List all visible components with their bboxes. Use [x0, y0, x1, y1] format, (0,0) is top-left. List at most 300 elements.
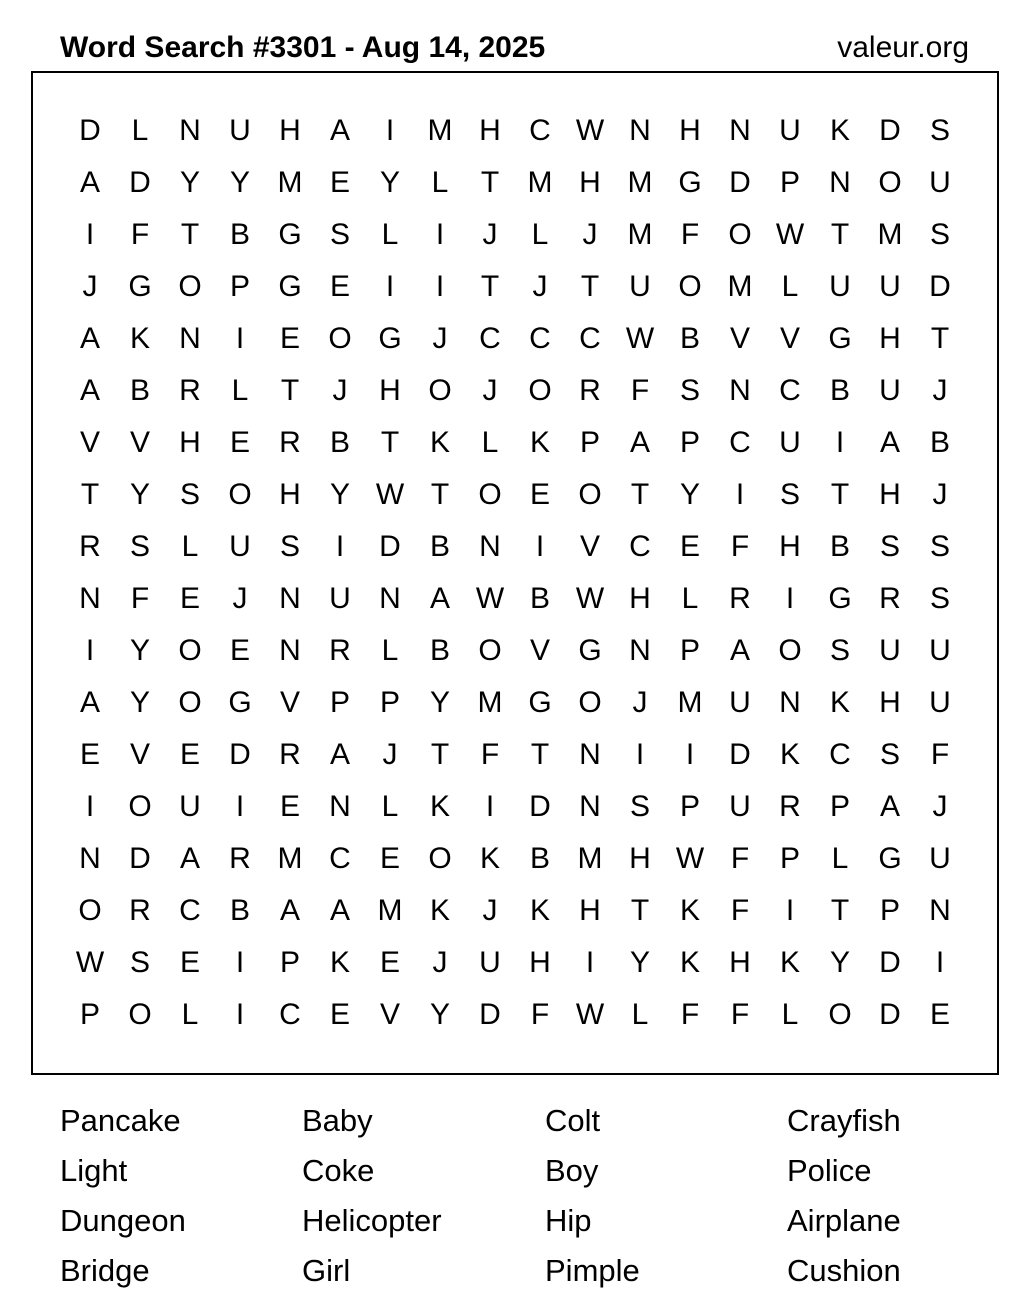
grid-letter: D — [129, 166, 151, 199]
grid-letter: L — [181, 530, 199, 563]
grid-letter: S — [879, 738, 900, 771]
grid-letter: K — [779, 946, 800, 979]
grid-letter: Y — [229, 166, 250, 199]
grid-letter: P — [229, 270, 250, 303]
grid-letter: W — [775, 218, 805, 251]
grid-letter: M — [627, 218, 653, 251]
puzzle-grid-frame — [31, 71, 999, 1075]
grid-letter: F — [730, 894, 750, 927]
grid-letter: N — [279, 634, 301, 667]
grid-letter: M — [477, 686, 503, 719]
grid-letter: R — [229, 842, 251, 875]
grid-letter: K — [129, 322, 150, 355]
grid-letter: S — [179, 478, 200, 511]
grid-letter: K — [679, 946, 700, 979]
grid-letter: O — [578, 686, 602, 719]
grid-letter: V — [129, 738, 150, 771]
grid-letter: B — [929, 426, 950, 459]
grid-letter: A — [329, 738, 350, 771]
grid-letter: J — [932, 478, 948, 511]
grid-letter: L — [531, 218, 549, 251]
grid-letter: D — [229, 738, 251, 771]
grid-letter: T — [430, 478, 450, 511]
word-list-item: Police — [787, 1153, 872, 1188]
grid-letter: N — [929, 894, 951, 927]
grid-letter: T — [380, 426, 400, 459]
grid-letter: M — [277, 166, 303, 199]
grid-letter: E — [329, 166, 350, 199]
grid-letter: T — [580, 270, 600, 303]
grid-letter: G — [878, 842, 902, 875]
grid-letter: P — [279, 946, 300, 979]
grid-letter: T — [630, 894, 650, 927]
grid-letter: J — [382, 738, 398, 771]
grid-letter: D — [729, 738, 751, 771]
grid-letter: I — [385, 270, 395, 303]
grid-letter: I — [635, 738, 645, 771]
grid-letter: L — [381, 790, 399, 823]
grid-letter: O — [528, 374, 552, 407]
grid-letter: M — [577, 842, 603, 875]
grid-letter: T — [430, 738, 450, 771]
grid-letter: S — [929, 218, 950, 251]
grid-letter: R — [79, 530, 101, 563]
grid-letter: V — [529, 634, 550, 667]
grid-letter: P — [829, 790, 850, 823]
grid-letter: P — [79, 998, 100, 1031]
grid-letter: P — [879, 894, 900, 927]
grid-letter: G — [828, 322, 852, 355]
grid-letter: W — [575, 114, 605, 147]
grid-letter: Y — [179, 166, 200, 199]
grid-letter: R — [279, 738, 301, 771]
grid-letter: U — [179, 790, 201, 823]
grid-letter: J — [632, 686, 648, 719]
grid-letter: H — [579, 894, 601, 927]
grid-letter: B — [529, 842, 550, 875]
grid-letter: D — [79, 114, 101, 147]
grid-letter: C — [829, 738, 851, 771]
grid-letter: U — [929, 842, 951, 875]
grid-letter: L — [781, 270, 799, 303]
grid-letter: U — [479, 946, 501, 979]
grid-letter: N — [779, 686, 801, 719]
grid-letter: G — [678, 166, 702, 199]
grid-letter: D — [929, 270, 951, 303]
grid-letter: N — [729, 114, 751, 147]
grid-letter: I — [485, 790, 495, 823]
grid-letter: F — [480, 738, 500, 771]
grid-letter: U — [879, 374, 901, 407]
grid-letter: N — [579, 790, 601, 823]
grid-letter: P — [679, 790, 700, 823]
grid-letter: Y — [629, 946, 650, 979]
grid-letter: H — [279, 114, 301, 147]
grid-letter: E — [379, 946, 400, 979]
grid-letter: V — [379, 998, 400, 1031]
grid-letter: B — [429, 634, 450, 667]
grid-letter: G — [278, 270, 302, 303]
grid-letter: I — [85, 218, 95, 251]
grid-letter: S — [929, 114, 950, 147]
grid-letter: W — [575, 998, 605, 1031]
grid-letter: L — [431, 166, 449, 199]
word-list-item: Cushion — [787, 1253, 901, 1288]
grid-letter: T — [830, 894, 850, 927]
grid-letter: O — [328, 322, 352, 355]
grid-letter: S — [329, 218, 350, 251]
grid-letter: J — [482, 374, 498, 407]
grid-letter: J — [232, 582, 248, 615]
grid-letter: I — [735, 478, 745, 511]
grid-letter: V — [129, 426, 150, 459]
grid-letter: T — [930, 322, 950, 355]
grid-letter: E — [279, 322, 300, 355]
grid-letter: S — [829, 634, 850, 667]
grid-letter: W — [475, 582, 505, 615]
grid-letter: R — [579, 374, 601, 407]
grid-letter: B — [429, 530, 450, 563]
grid-letter: A — [329, 894, 350, 927]
grid-letter: K — [529, 426, 550, 459]
grid-letter: D — [529, 790, 551, 823]
grid-letter: I — [335, 530, 345, 563]
grid-letter: F — [930, 738, 950, 771]
grid-letter: V — [79, 426, 100, 459]
grid-letter: I — [785, 582, 795, 615]
grid-letter: L — [781, 998, 799, 1031]
grid-letter: W — [625, 322, 655, 355]
grid-letter: O — [428, 374, 452, 407]
grid-letter: U — [929, 166, 951, 199]
grid-letter: E — [179, 946, 200, 979]
grid-letter: T — [480, 166, 500, 199]
grid-letter: I — [385, 114, 395, 147]
grid-letter: G — [278, 218, 302, 251]
grid-letter: E — [79, 738, 100, 771]
grid-letter: K — [529, 894, 550, 927]
grid-letter: S — [929, 530, 950, 563]
word-list-item: Airplane — [787, 1203, 901, 1238]
grid-letter: R — [279, 426, 301, 459]
grid-letter: W — [575, 582, 605, 615]
grid-letter: M — [877, 218, 903, 251]
grid-letter: D — [729, 166, 751, 199]
grid-letter: S — [129, 946, 150, 979]
grid-letter: U — [729, 686, 751, 719]
grid-letter: S — [629, 790, 650, 823]
grid-letter: L — [231, 374, 249, 407]
grid-letter: U — [929, 634, 951, 667]
grid-letter: J — [332, 374, 348, 407]
word-list-item: Helicopter — [302, 1203, 442, 1238]
grid-letter: H — [179, 426, 201, 459]
site-name: valeur.org — [837, 31, 969, 64]
grid-letter: C — [179, 894, 201, 927]
grid-letter: U — [879, 634, 901, 667]
grid-letter: E — [379, 842, 400, 875]
grid-letter: J — [932, 374, 948, 407]
grid-letter: N — [279, 582, 301, 615]
grid-letter: A — [429, 582, 450, 615]
grid-letter: T — [180, 218, 200, 251]
grid-letter: I — [435, 218, 445, 251]
grid-letter: Y — [329, 478, 350, 511]
grid-letter: E — [179, 582, 200, 615]
grid-letter: L — [381, 634, 399, 667]
grid-letter: Y — [679, 478, 700, 511]
grid-letter: V — [729, 322, 750, 355]
grid-letter: U — [929, 686, 951, 719]
grid-letter: T — [830, 478, 850, 511]
grid-letter: O — [128, 998, 152, 1031]
grid-letter: A — [179, 842, 200, 875]
grid-letter: O — [728, 218, 752, 251]
grid-letter: R — [879, 582, 901, 615]
grid-letter: S — [879, 530, 900, 563]
grid-letter: T — [830, 218, 850, 251]
grid-letter: H — [679, 114, 701, 147]
grid-letter: H — [279, 478, 301, 511]
grid-letter: D — [879, 114, 901, 147]
grid-letter: P — [379, 686, 400, 719]
grid-letter: O — [828, 998, 852, 1031]
grid-letter: P — [329, 686, 350, 719]
grid-letter: N — [479, 530, 501, 563]
grid-letter: A — [79, 686, 100, 719]
grid-letter: U — [229, 114, 251, 147]
grid-letter: T — [630, 478, 650, 511]
grid-letter: K — [329, 946, 350, 979]
grid-letter: H — [729, 946, 751, 979]
word-list-item: Baby — [302, 1103, 373, 1138]
grid-letter: H — [579, 166, 601, 199]
grid-letter: V — [579, 530, 600, 563]
grid-letter: M — [677, 686, 703, 719]
grid-letter: E — [329, 998, 350, 1031]
grid-letter: N — [729, 374, 751, 407]
grid-letter: O — [678, 270, 702, 303]
grid-letter: N — [579, 738, 601, 771]
word-list-item: Colt — [545, 1103, 601, 1138]
grid-letter: M — [427, 114, 453, 147]
grid-letter: O — [178, 270, 202, 303]
grid-letter: N — [829, 166, 851, 199]
grid-letter: I — [535, 530, 545, 563]
grid-letter: W — [675, 842, 705, 875]
grid-letter: U — [879, 270, 901, 303]
grid-letter: E — [229, 426, 250, 459]
grid-letter: F — [730, 530, 750, 563]
grid-letter: N — [379, 582, 401, 615]
grid-letter: C — [479, 322, 501, 355]
grid-letter: E — [329, 270, 350, 303]
grid-letter: K — [829, 686, 850, 719]
grid-letter: G — [378, 322, 402, 355]
grid-letter: A — [279, 894, 300, 927]
grid-letter: O — [178, 686, 202, 719]
grid-letter: H — [879, 322, 901, 355]
grid-letter: G — [228, 686, 252, 719]
grid-letter: H — [379, 374, 401, 407]
grid-letter: D — [379, 530, 401, 563]
grid-letter: B — [229, 894, 250, 927]
grid-letter: I — [835, 426, 845, 459]
grid-letter: C — [779, 374, 801, 407]
grid-letter: I — [585, 946, 595, 979]
grid-letter: I — [935, 946, 945, 979]
grid-letter: B — [829, 530, 850, 563]
grid-letter: I — [235, 946, 245, 979]
grid-letter: R — [179, 374, 201, 407]
grid-letter: N — [79, 582, 101, 615]
grid-letter: Y — [429, 998, 450, 1031]
word-list-item: Pancake — [60, 1103, 181, 1138]
grid-letter: F — [680, 998, 700, 1031]
grid-letter: K — [479, 842, 500, 875]
grid-letter: J — [482, 894, 498, 927]
grid-letter: B — [529, 582, 550, 615]
grid-letter: N — [79, 842, 101, 875]
grid-letter: A — [879, 426, 900, 459]
grid-letter: H — [629, 582, 651, 615]
grid-letter: B — [329, 426, 350, 459]
grid-letter: S — [129, 530, 150, 563]
grid-letter: A — [79, 322, 100, 355]
grid-letter: N — [629, 634, 651, 667]
grid-letter: Y — [829, 946, 850, 979]
grid-letter: J — [432, 322, 448, 355]
grid-letter: J — [482, 218, 498, 251]
grid-letter: E — [229, 634, 250, 667]
grid-letter: H — [529, 946, 551, 979]
grid-letter: D — [879, 998, 901, 1031]
grid-letter: M — [627, 166, 653, 199]
grid-letter: U — [779, 114, 801, 147]
grid-letter: F — [530, 998, 550, 1031]
grid-letter: F — [130, 218, 150, 251]
grid-letter: O — [128, 790, 152, 823]
grid-letter: N — [629, 114, 651, 147]
grid-letter: F — [630, 374, 650, 407]
grid-letter: O — [778, 634, 802, 667]
grid-letter: I — [685, 738, 695, 771]
grid-letter: Y — [429, 686, 450, 719]
grid-letter: B — [829, 374, 850, 407]
grid-letter: M — [277, 842, 303, 875]
grid-letter: J — [932, 790, 948, 823]
grid-letter: R — [129, 894, 151, 927]
grid-letter: O — [478, 634, 502, 667]
grid-letter: S — [779, 478, 800, 511]
grid-letter: O — [478, 478, 502, 511]
grid-letter: J — [432, 946, 448, 979]
puzzle-title: Word Search #3301 - Aug 14, 2025 — [60, 31, 546, 64]
grid-letter: I — [785, 894, 795, 927]
grid-letter: C — [629, 530, 651, 563]
grid-letter: G — [128, 270, 152, 303]
grid-letter: K — [429, 426, 450, 459]
grid-letter: L — [131, 114, 149, 147]
grid-letter: H — [629, 842, 651, 875]
grid-letter: F — [130, 582, 150, 615]
grid-letter: S — [279, 530, 300, 563]
grid-letter: B — [129, 374, 150, 407]
grid-letter: T — [80, 478, 100, 511]
grid-letter: U — [229, 530, 251, 563]
grid-letter: Y — [379, 166, 400, 199]
word-list-item: Coke — [302, 1153, 375, 1188]
grid-letter: E — [929, 998, 950, 1031]
grid-letter: D — [129, 842, 151, 875]
grid-letter: T — [280, 374, 300, 407]
word-list-item: Boy — [545, 1153, 599, 1188]
grid-letter: Y — [129, 478, 150, 511]
grid-letter: S — [929, 582, 950, 615]
grid-letter: A — [79, 374, 100, 407]
grid-letter: P — [679, 426, 700, 459]
word-list — [60, 1096, 1030, 1296]
grid-letter: U — [779, 426, 801, 459]
grid-letter: P — [779, 842, 800, 875]
grid-letter: I — [235, 998, 245, 1031]
grid-letter: C — [329, 842, 351, 875]
letter-grid — [65, 105, 965, 1041]
grid-letter: H — [779, 530, 801, 563]
word-list-item: Hip — [545, 1203, 592, 1238]
grid-letter: K — [679, 894, 700, 927]
grid-letter: N — [329, 790, 351, 823]
grid-letter: C — [279, 998, 301, 1031]
word-list-item: Pimple — [545, 1253, 640, 1288]
grid-letter: H — [879, 686, 901, 719]
word-list-item: Girl — [302, 1253, 351, 1288]
word-list-item: Crayfish — [787, 1103, 901, 1138]
grid-letter: L — [381, 218, 399, 251]
grid-letter: S — [679, 374, 700, 407]
grid-letter: U — [829, 270, 851, 303]
grid-letter: U — [629, 270, 651, 303]
word-list-item: Dungeon — [60, 1203, 186, 1238]
grid-letter: I — [235, 322, 245, 355]
grid-letter: A — [729, 634, 750, 667]
grid-letter: J — [582, 218, 598, 251]
grid-letter: F — [730, 842, 750, 875]
grid-letter: I — [435, 270, 445, 303]
grid-letter: L — [481, 426, 499, 459]
grid-letter: I — [235, 790, 245, 823]
grid-letter: F — [730, 998, 750, 1031]
grid-letter: B — [679, 322, 700, 355]
grid-letter: Y — [129, 634, 150, 667]
grid-letter: E — [279, 790, 300, 823]
grid-letter: L — [831, 842, 849, 875]
grid-letter: K — [429, 790, 450, 823]
grid-letter: O — [428, 842, 452, 875]
grid-letter: N — [179, 322, 201, 355]
grid-letter: C — [579, 322, 601, 355]
grid-letter: E — [529, 478, 550, 511]
grid-letter: I — [85, 790, 95, 823]
word-list-item: Light — [60, 1153, 128, 1188]
grid-letter: W — [375, 478, 405, 511]
grid-letter: N — [179, 114, 201, 147]
grid-letter: A — [629, 426, 650, 459]
grid-letter: P — [779, 166, 800, 199]
grid-letter: R — [729, 582, 751, 615]
grid-letter: K — [779, 738, 800, 771]
grid-letter: A — [79, 166, 100, 199]
